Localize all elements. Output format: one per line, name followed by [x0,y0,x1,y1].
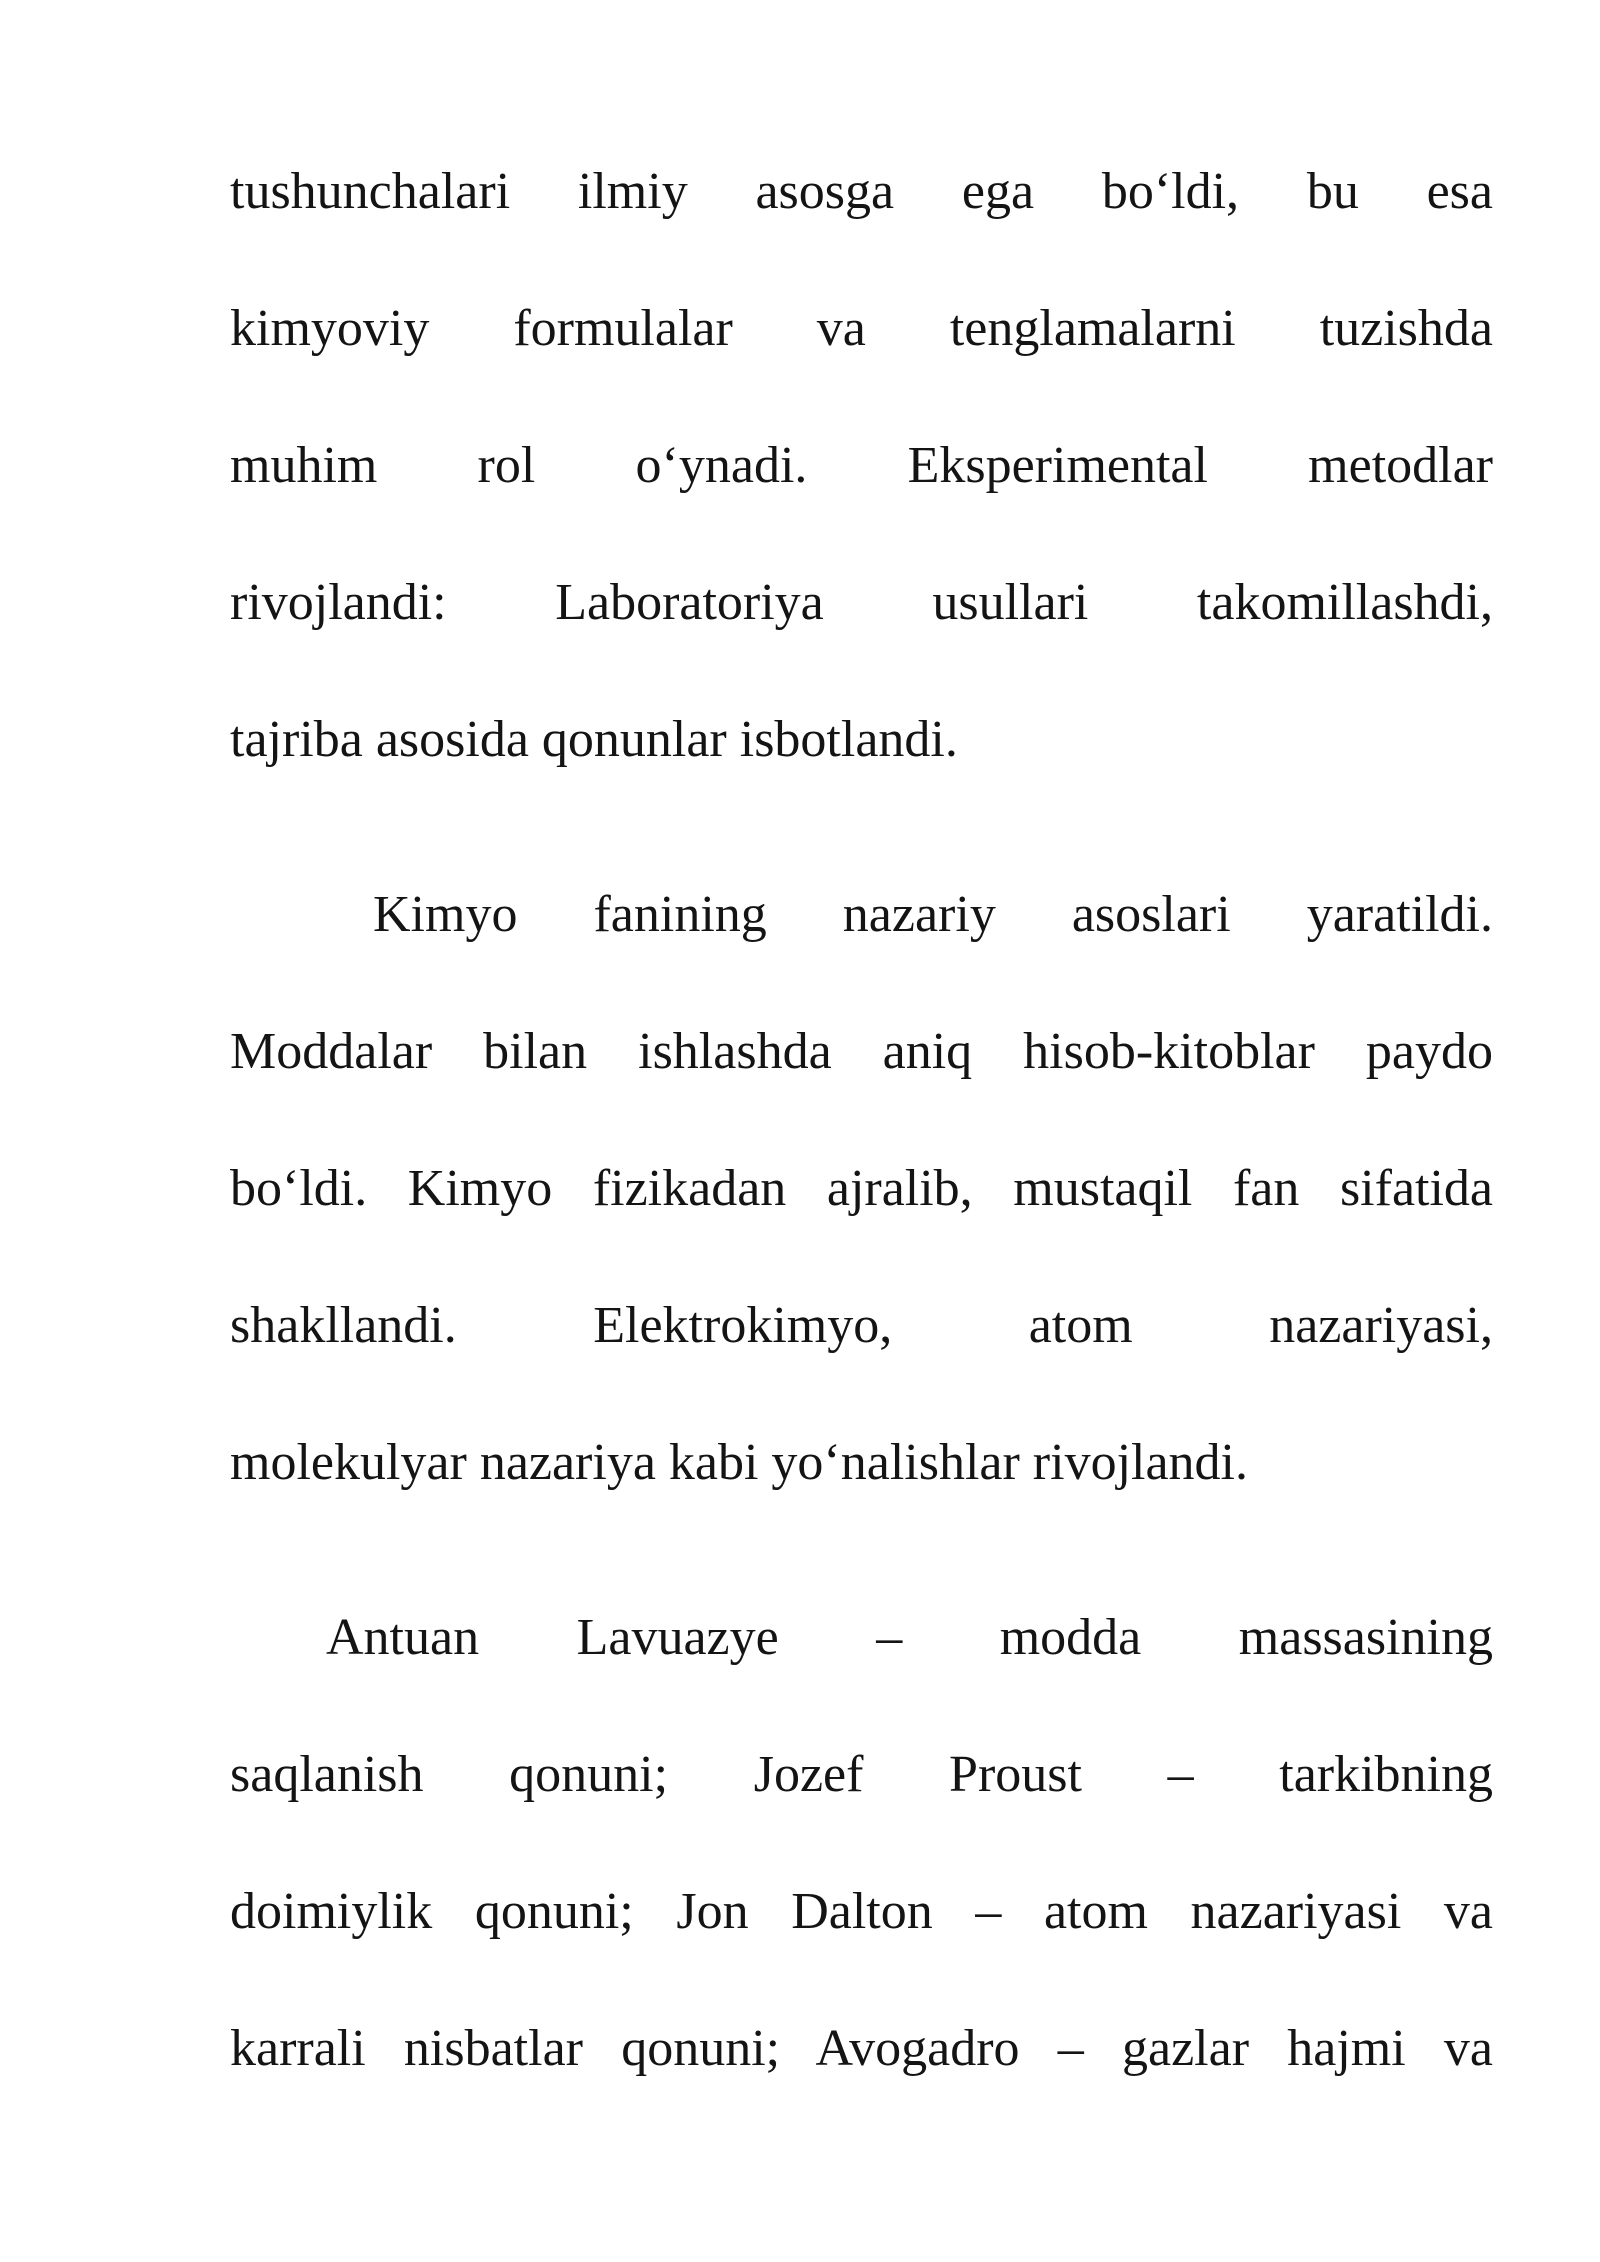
text-line: muhim rol o‘ynadi. Eksperimental metodlar [230,437,1493,494]
text-line: Kimyo fanining nazariy asoslari yaratildi. [373,886,1493,943]
paragraph-spacer [230,1560,1493,1598]
text-line: bo‘ldi. Kimyo fizikadan ajralib, mustaqil fan sifatida [230,1160,1493,1217]
text-line: Antuan Lavuazye – modda massasining [326,1609,1493,1666]
text-line: tushunchalari ilmiy asosga ega bo‘ldi, bu esa [230,163,1493,220]
paragraph-3 [230,1598,1493,2146]
text-line: shakllandi. Elektrokimyo, atom nazariyasi, [230,1297,1493,1354]
text-line: molekulyar nazariya kabi yo‘nalishlar rivojlandi. [230,1434,1248,1491]
text-line: doimiylik qonuni; Jon Dalton – atom nazariyasi va [230,1883,1493,1940]
body-text [230,152,1493,2146]
paragraph-1 [230,152,1493,837]
text-line: kimyoviy formulalar va tenglamalarni tuzishda [230,300,1493,357]
text-line: karrali nisbatlar qonuni; Avogadro – gazlar hajmi va [230,2020,1493,2077]
text-line: rivojlandi: Laboratoriya usullari takomillashdi, [230,574,1493,631]
text-line: Moddalar bilan ishlashda aniq hisob-kitoblar paydo [230,1023,1493,1080]
paragraph-spacer [230,837,1493,875]
paragraph-2 [230,875,1493,1560]
text-line: tajriba asosida qonunlar isbotlandi. [230,711,958,768]
text-line: saqlanish qonuni; Jozef Proust – tarkibning [230,1746,1493,1803]
